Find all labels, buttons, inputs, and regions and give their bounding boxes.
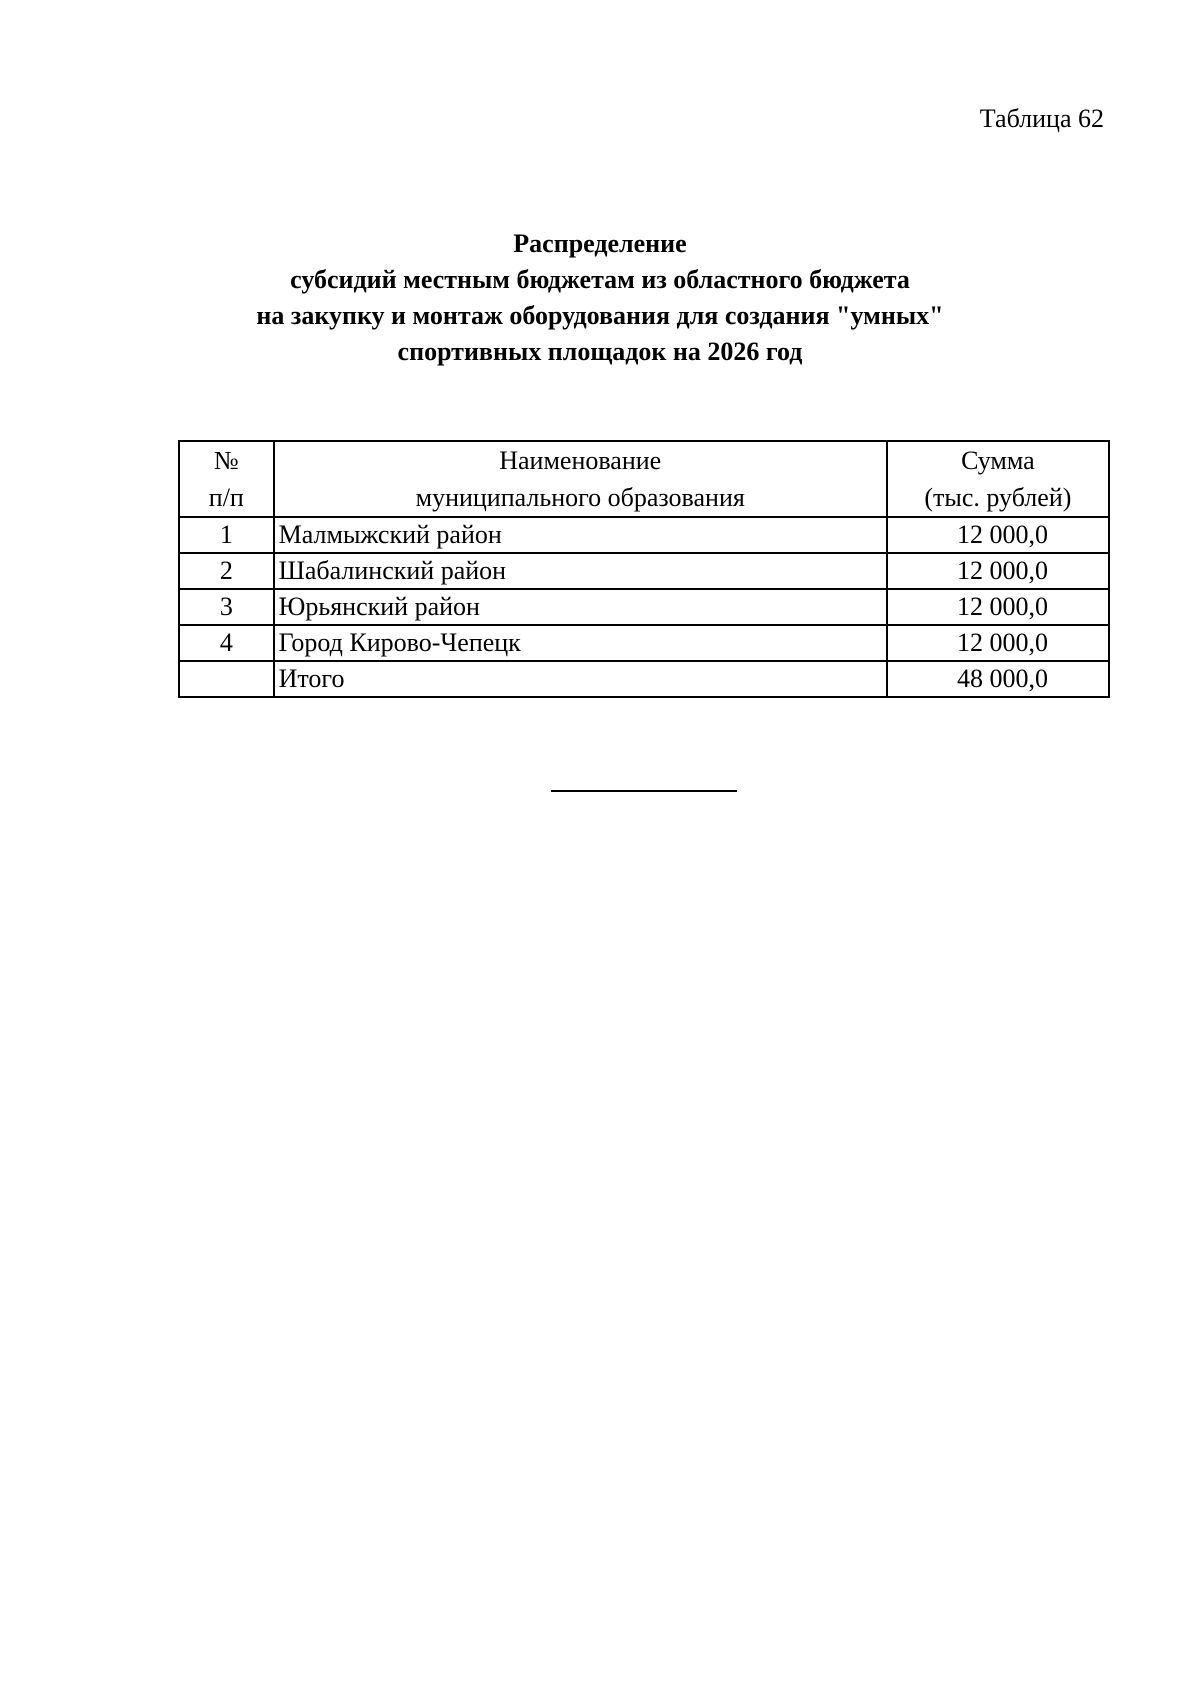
row-municipality: Город Кирово-Чепецк xyxy=(274,625,887,661)
document-title xyxy=(0,226,1200,370)
end-of-table-rule xyxy=(551,790,737,792)
row-municipality: Малмыжский район xyxy=(274,517,887,553)
row-municipality: Шабалинский район xyxy=(274,553,887,589)
row-sum: 12 000,0 xyxy=(887,589,1109,625)
table-row xyxy=(179,517,1109,553)
header-sum-line: Сумма xyxy=(961,446,1035,475)
header-sum xyxy=(887,441,1109,517)
total-number xyxy=(179,661,274,697)
header-municipality xyxy=(274,441,887,517)
title-line: на закупку и монтаж оборудования для создания "умных" xyxy=(256,301,944,330)
row-number: 4 xyxy=(179,625,274,661)
title-line: спортивных площадок на 2026 год xyxy=(397,337,803,366)
row-number: 3 xyxy=(179,589,274,625)
table-row xyxy=(179,625,1109,661)
table-header-row xyxy=(179,441,1109,517)
subsidy-distribution-table xyxy=(178,440,1110,698)
table-row xyxy=(179,589,1109,625)
header-number xyxy=(179,441,274,517)
header-sum-line: (тыс. рублей) xyxy=(924,483,1072,512)
header-number-line: № xyxy=(213,446,239,475)
row-municipality: Юрьянский район xyxy=(274,589,887,625)
total-label: Итого xyxy=(274,661,887,697)
title-line: субсидий местным бюджетам из областного бюджета xyxy=(290,265,910,294)
row-sum: 12 000,0 xyxy=(887,625,1109,661)
title-line: Распределение xyxy=(513,229,687,258)
header-municipality-line: муниципального образования xyxy=(415,483,745,512)
total-sum: 48 000,0 xyxy=(887,661,1109,697)
row-number: 1 xyxy=(179,517,274,553)
table-row xyxy=(179,553,1109,589)
header-number-line: п/п xyxy=(208,483,244,512)
row-number: 2 xyxy=(179,553,274,589)
table-total-row xyxy=(179,661,1109,697)
row-sum: 12 000,0 xyxy=(887,517,1109,553)
row-sum: 12 000,0 xyxy=(887,553,1109,589)
table-number-label: Таблица 62 xyxy=(979,104,1104,133)
header-municipality-line: Наименование xyxy=(499,446,662,475)
